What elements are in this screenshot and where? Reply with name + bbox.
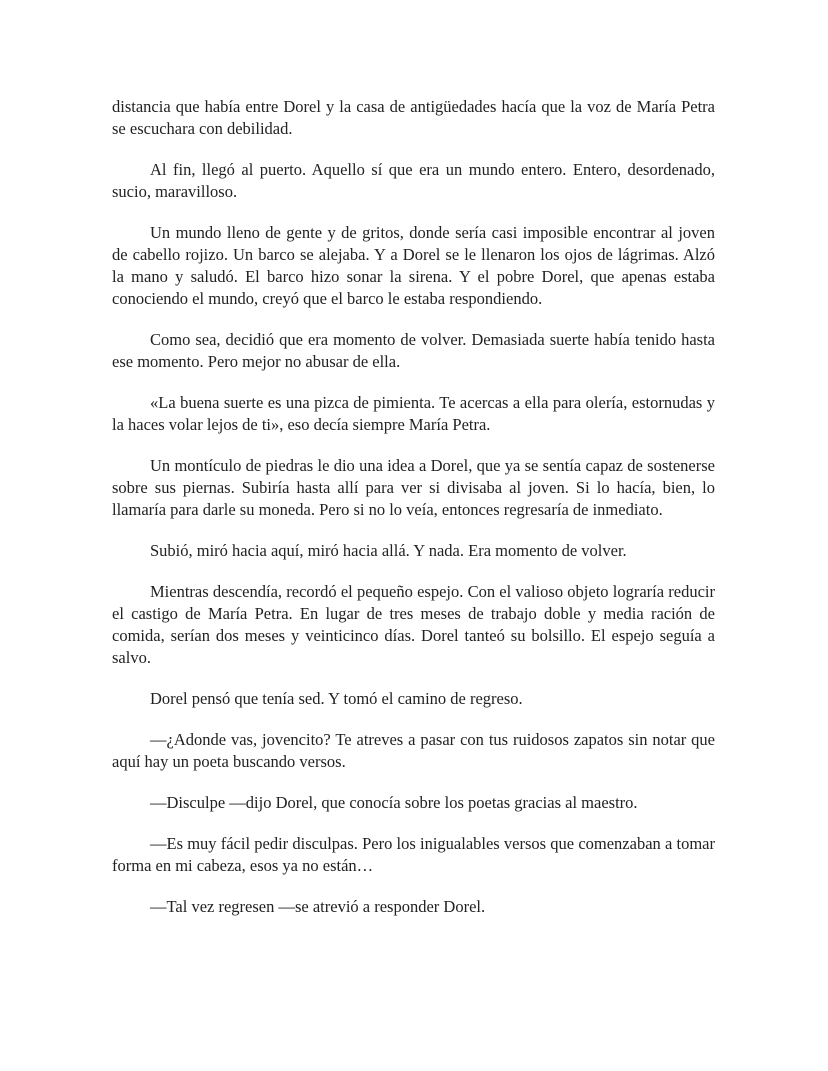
paragraph: Subió, miró hacia aquí, miró hacia allá. Y nada. Era momento de volver. [150, 541, 627, 560]
paragraph: —Tal vez regresen —se atrevió a responder Dorel. [150, 897, 486, 916]
paragraph: Un mundo lleno de gente y de gritos, donde sería casi imposible encontrar al joven de cabello rojizo. Un barco se alejaba. Y a Dorel se le llenaron los ojos de lágrimas. Alzó la mano y saludó. El barco hizo sonar la sirena. Y el pobre Dorel, que apenas estaba conociendo el mundo, creyó que el barco le estaba respondiendo. [112, 223, 715, 308]
paragraph: Un montículo de piedras le dio una idea a Dorel, que ya se sentía capaz de sostenerse sobre sus piernas. Subiría hasta allí para ver si divisaba al joven. Si lo hacía, bien, lo llamaría para darle su moneda. Pero si no lo veía, entonces regresaría de inmediato. [112, 456, 715, 519]
paragraph: —Es muy fácil pedir disculpas. Pero los inigualables versos que comenzaban a tomar forma en mi cabeza, esos ya no están… [112, 834, 715, 875]
body-text-block [112, 96, 715, 918]
paragraph: «La buena suerte es una pizca de pimienta. Te acercas a ella para olería, estornudas y la haces volar lejos de ti», eso decía siempre María Petra. [112, 393, 715, 434]
paragraph: distancia que había entre Dorel y la casa de antigüedades hacía que la voz de María Petra se escuchara con debilidad. [112, 97, 715, 138]
paragraph: Al fin, llegó al puerto. Aquello sí que era un mundo entero. Entero, desordenado, sucio, maravilloso. [112, 160, 715, 201]
paragraph: —Disculpe —dijo Dorel, que conocía sobre los poetas gracias al maestro. [150, 793, 638, 812]
paragraph: —¿Adonde vas, jovencito? Te atreves a pasar con tus ruidosos zapatos sin notar que aquí hay un poeta buscando versos. [112, 730, 715, 771]
paragraph: Mientras descendía, recordó el pequeño espejo. Con el valioso objeto lograría reducir el castigo de María Petra. En lugar de tres meses de trabajo doble y media ración de comida, serían dos meses y veinticinco días. Dorel tanteó su bolsillo. El espejo seguía a salvo. [112, 582, 715, 667]
paragraph: Dorel pensó que tenía sed. Y tomó el camino de regreso. [150, 689, 523, 708]
paragraph: Como sea, decidió que era momento de volver. Demasiada suerte había tenido hasta ese momento. Pero mejor no abusar de ella. [112, 330, 715, 371]
